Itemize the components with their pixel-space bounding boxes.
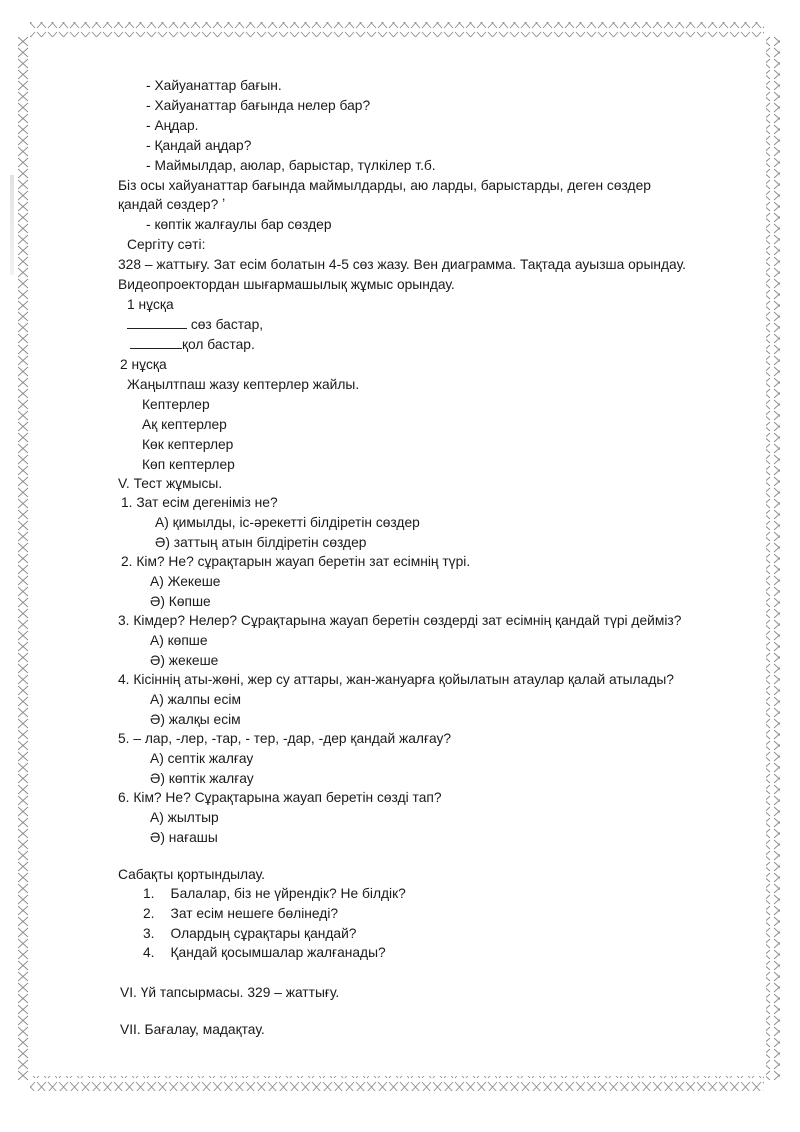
test-option-b: Ә) Көпше [150, 594, 211, 609]
exercise-line-1: 328 – жаттығу. Зат есім болатын 4-5 сөз жазу. Вен диаграмма. Тақтада ауызша орындау. [118, 257, 686, 272]
variant1-line: қол бастар. [130, 336, 255, 354]
tongue-twister-line: Көк кептерлер [142, 437, 234, 452]
summary-item: 4. Қандай қосымшалар жалғанады? [143, 945, 386, 960]
test-option-b: Ә) жалқы есім [150, 712, 241, 727]
test-question: 2. Кім? Не? сұрақтарын жауап беретін зат есімнің түрі. [121, 554, 471, 569]
test-option-a: А) септік жалғау [150, 751, 254, 766]
test-option-a: А) жылтыр [150, 810, 219, 825]
warmup-label: Сергіту сәті: [127, 237, 206, 252]
test-question: 1. Зат есім дегеніміз не? [121, 495, 278, 510]
test-option-b: Ә) нағашы [150, 830, 218, 845]
test-option-a: А) көпше [150, 633, 208, 648]
test-option-a: А) Жекеше [150, 574, 221, 589]
test-question: 6. Кім? Не? Сұрақтарына жауап беретін сөзді тап? [118, 790, 442, 805]
test-option-b: Ә) заттың атын білдіретін сөздер [155, 535, 367, 550]
test-question: 4. Кісіннің аты-жөні, жер су аттары, жан-жануарға қойылатын атаулар қалай атылады? [118, 672, 674, 687]
summary-item: 1. Балалар, біз не үйрендік? Не білдік? [143, 886, 406, 901]
intro-list-item: - Хайуанаттар бағында нелер бар? [146, 98, 371, 113]
summary-item: 3. Олардың сұрақтары қандай? [143, 926, 357, 941]
tongue-twister-line: Ақ кептерлер [142, 417, 227, 432]
variant2-label: 2 нұсқа [120, 357, 167, 372]
variant1-line: сөз бастар, [127, 316, 263, 334]
exercise-line-2: Видеопроектордан шығармашылық жұмыс орындау. [118, 277, 455, 292]
variant2-title: Жаңылтпаш жазу кептерлер жайлы. [127, 377, 360, 392]
variant1-label: 1 нұсқа [127, 297, 174, 312]
intro-list-item: - Аңдар. [146, 118, 199, 133]
test-heading: V. Тест жұмысы. [118, 476, 223, 491]
test-option-b: Ә) көптік жалғау [150, 771, 254, 786]
tongue-twister-line: Көп кептерлер [142, 457, 235, 472]
question-line-2: қандай сөздер? ʼ [118, 197, 226, 212]
tongue-twister-line: Кептерлер [142, 397, 210, 412]
intro-list-item: - Маймылдар, аюлар, барыстар, түлкілер т.б. [146, 158, 436, 173]
test-question: 3. Кімдер? Нелер? Сұрақтарына жауап беретін сөздерді зат есімнің қандай түрі дейміз? [118, 613, 682, 628]
test-question: 5. – лар, -лер, -тар, - тер, -дар, -дер қандай жалғау? [118, 731, 452, 746]
intro-list-item: - Хайуанаттар бағын. [146, 78, 282, 93]
homework-line: VI. Үй тапсырмасы. 329 – жаттығу. [120, 985, 340, 1000]
test-option-b: Ә) жекеше [150, 653, 219, 668]
summary-heading: Сабақты қортындылау. [118, 867, 265, 882]
question-line-1: Біз осы хайуанаттар бағында маймылдарды, аю ларды, барыстарды, деген сөздер [118, 178, 651, 193]
assessment-line: VII. Бағалау, мадақтау. [120, 1022, 265, 1037]
test-option-a: А) қимылды, іс-әрекетті білдіретін сөздер [155, 515, 420, 530]
scan-smudge [10, 175, 14, 275]
fill-blank [127, 316, 187, 329]
fill-blank [130, 336, 182, 349]
answer-item: - көптік жалғаулы бар сөздер [146, 217, 332, 232]
test-option-a: А) жалпы есім [150, 692, 241, 707]
summary-item: 2. Зат есім нешеге бөлінеді? [143, 906, 339, 921]
intro-list-item: - Қандай аңдар? [146, 138, 252, 153]
